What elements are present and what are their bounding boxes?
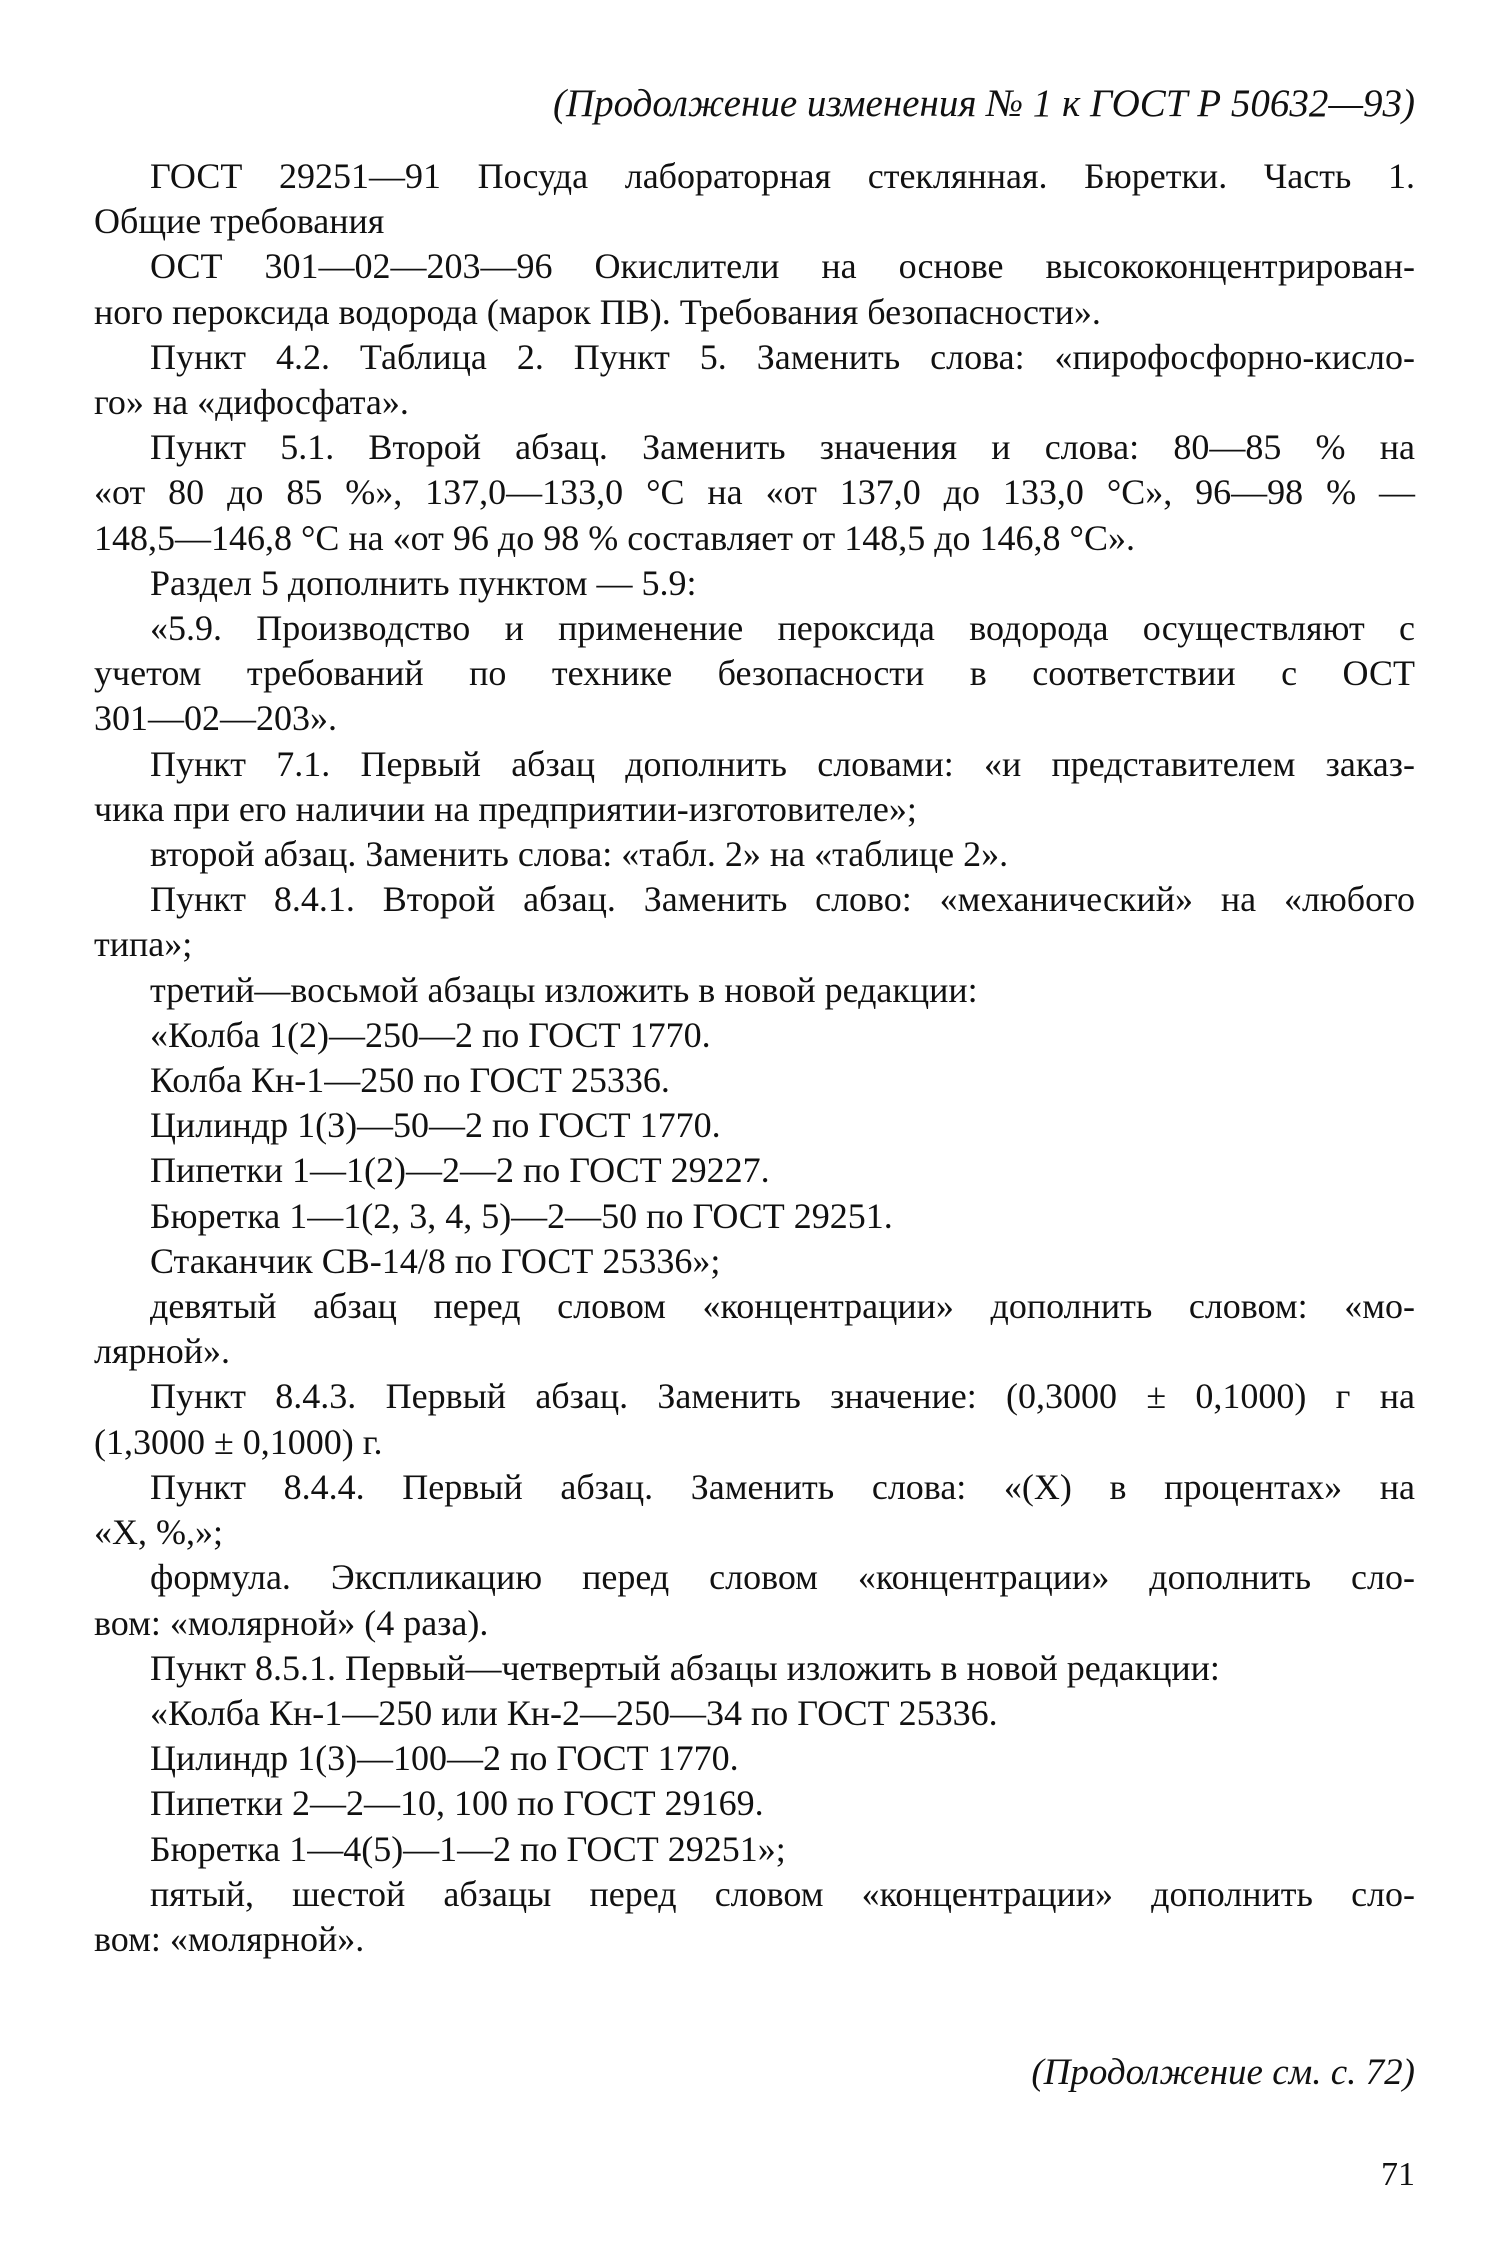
text-line: Бюретка 1—1(2, 3, 4, 5)—2—50 по ГОСТ 29251. [150, 1195, 893, 1236]
text-line: «Колба 1(2)—250—2 по ГОСТ 1770. [150, 1014, 711, 1055]
text-line: Пункт 8.4.3. Первый абзац. Заменить значение: (0,3000 ± 0,1000) г на [150, 1376, 1415, 1417]
text-line: вом: «молярной» (4 раза). [94, 1602, 489, 1643]
text-line: Пункт 5.1. Второй абзац. Заменить значения и слова: 80—85 % на [150, 427, 1415, 468]
text-line: Стаканчик СВ-14/8 по ГОСТ 25336»; [150, 1240, 721, 1281]
text-line: Пипетки 2—2—10, 100 по ГОСТ 29169. [150, 1783, 764, 1824]
text-line: Пипетки 1—1(2)—2—2 по ГОСТ 29227. [150, 1150, 770, 1191]
text-line: Раздел 5 дополнить пунктом — 5.9: [150, 562, 697, 603]
text-line: девятый абзац перед словом «концентрации» дополнить словом: «мо- [150, 1286, 1415, 1327]
text-line: пятый, шестой абзацы перед словом «концентрации» дополнить сло- [150, 1873, 1415, 1914]
page-header: (Продолжение изменения № 1 к ГОСТ Р 50632—93) [553, 82, 1415, 125]
text-line: го» на «дифосфата». [94, 382, 409, 423]
text-line: Пункт 8.4.1. Второй абзац. Заменить слово: «механический» на «любого [150, 879, 1415, 920]
text-line: «Колба Кн-1—250 или Кн-2—250—34 по ГОСТ 25336. [150, 1692, 998, 1733]
text-line: (1,3000 ± 0,1000) г. [94, 1421, 383, 1462]
text-line: лярной». [94, 1331, 231, 1372]
text-line: Пункт 4.2. Таблица 2. Пункт 5. Заменить слова: «пирофосфорно-кисло- [150, 336, 1415, 377]
text-line: Цилиндр 1(3)—100—2 по ГОСТ 1770. [150, 1738, 739, 1779]
text-line: второй абзац. Заменить слова: «табл. 2» на «таблице 2». [150, 834, 1009, 875]
text-line: типа»; [94, 924, 193, 965]
text-line: Бюретка 1—4(5)—1—2 по ГОСТ 29251»; [150, 1828, 786, 1869]
text-line: 148,5—146,8 °С на «от 96 до 98 % составляет от 148,5 до 146,8 °С». [94, 517, 1135, 558]
text-line: «X, %,»; [94, 1512, 223, 1553]
document-page [94, 80, 1415, 2193]
text-line: учетом требований по технике безопасности в соответствии с ОСТ [94, 653, 1415, 694]
text-line: ОСТ 301—02—203—96 Окислители на основе высококонцентрирован- [150, 246, 1415, 287]
text-line: Пункт 8.5.1. Первый—четвертый абзацы изложить в новой редакции: [150, 1647, 1220, 1688]
page-number: 71 [1381, 2156, 1415, 2193]
text-line: 301—02—203». [94, 698, 337, 739]
text-line: «5.9. Производство и применение пероксида водорода осуществляют с [150, 608, 1415, 649]
text-line: Пункт 8.4.4. Первый абзац. Заменить слова: «(X) в процентах» на [150, 1466, 1415, 1507]
document-body [94, 154, 1415, 1962]
text-line: Цилиндр 1(3)—50—2 по ГОСТ 1770. [150, 1105, 721, 1146]
text-line: чика при его наличии на предприятии-изготовителе»; [94, 788, 917, 829]
text-line: Общие требования [94, 201, 385, 242]
text-line: формула. Экспликацию перед словом «концентрации» дополнить сло- [150, 1557, 1415, 1598]
text-line: ГОСТ 29251—91 Посуда лабораторная стеклянная. Бюретки. Часть 1. [150, 156, 1415, 196]
text-line: третий—восьмой абзацы изложить в новой редакции: [150, 969, 978, 1010]
text-line: вом: «молярной». [94, 1918, 365, 1959]
text-line: Колба Кн-1—250 по ГОСТ 25336. [150, 1060, 670, 1101]
text-line: Пункт 7.1. Первый абзац дополнить словами: «и представителем заказ- [150, 743, 1415, 784]
text-line: «от 80 до 85 %», 137,0—133,0 °С на «от 137,0 до 133,0 °С», 96—98 % — [94, 472, 1415, 513]
text-line: ного пероксида водорода (марок ПВ). Требования безопасности». [94, 291, 1101, 332]
continuation-note: (Продолжение см. с. 72) [1031, 2052, 1415, 2093]
